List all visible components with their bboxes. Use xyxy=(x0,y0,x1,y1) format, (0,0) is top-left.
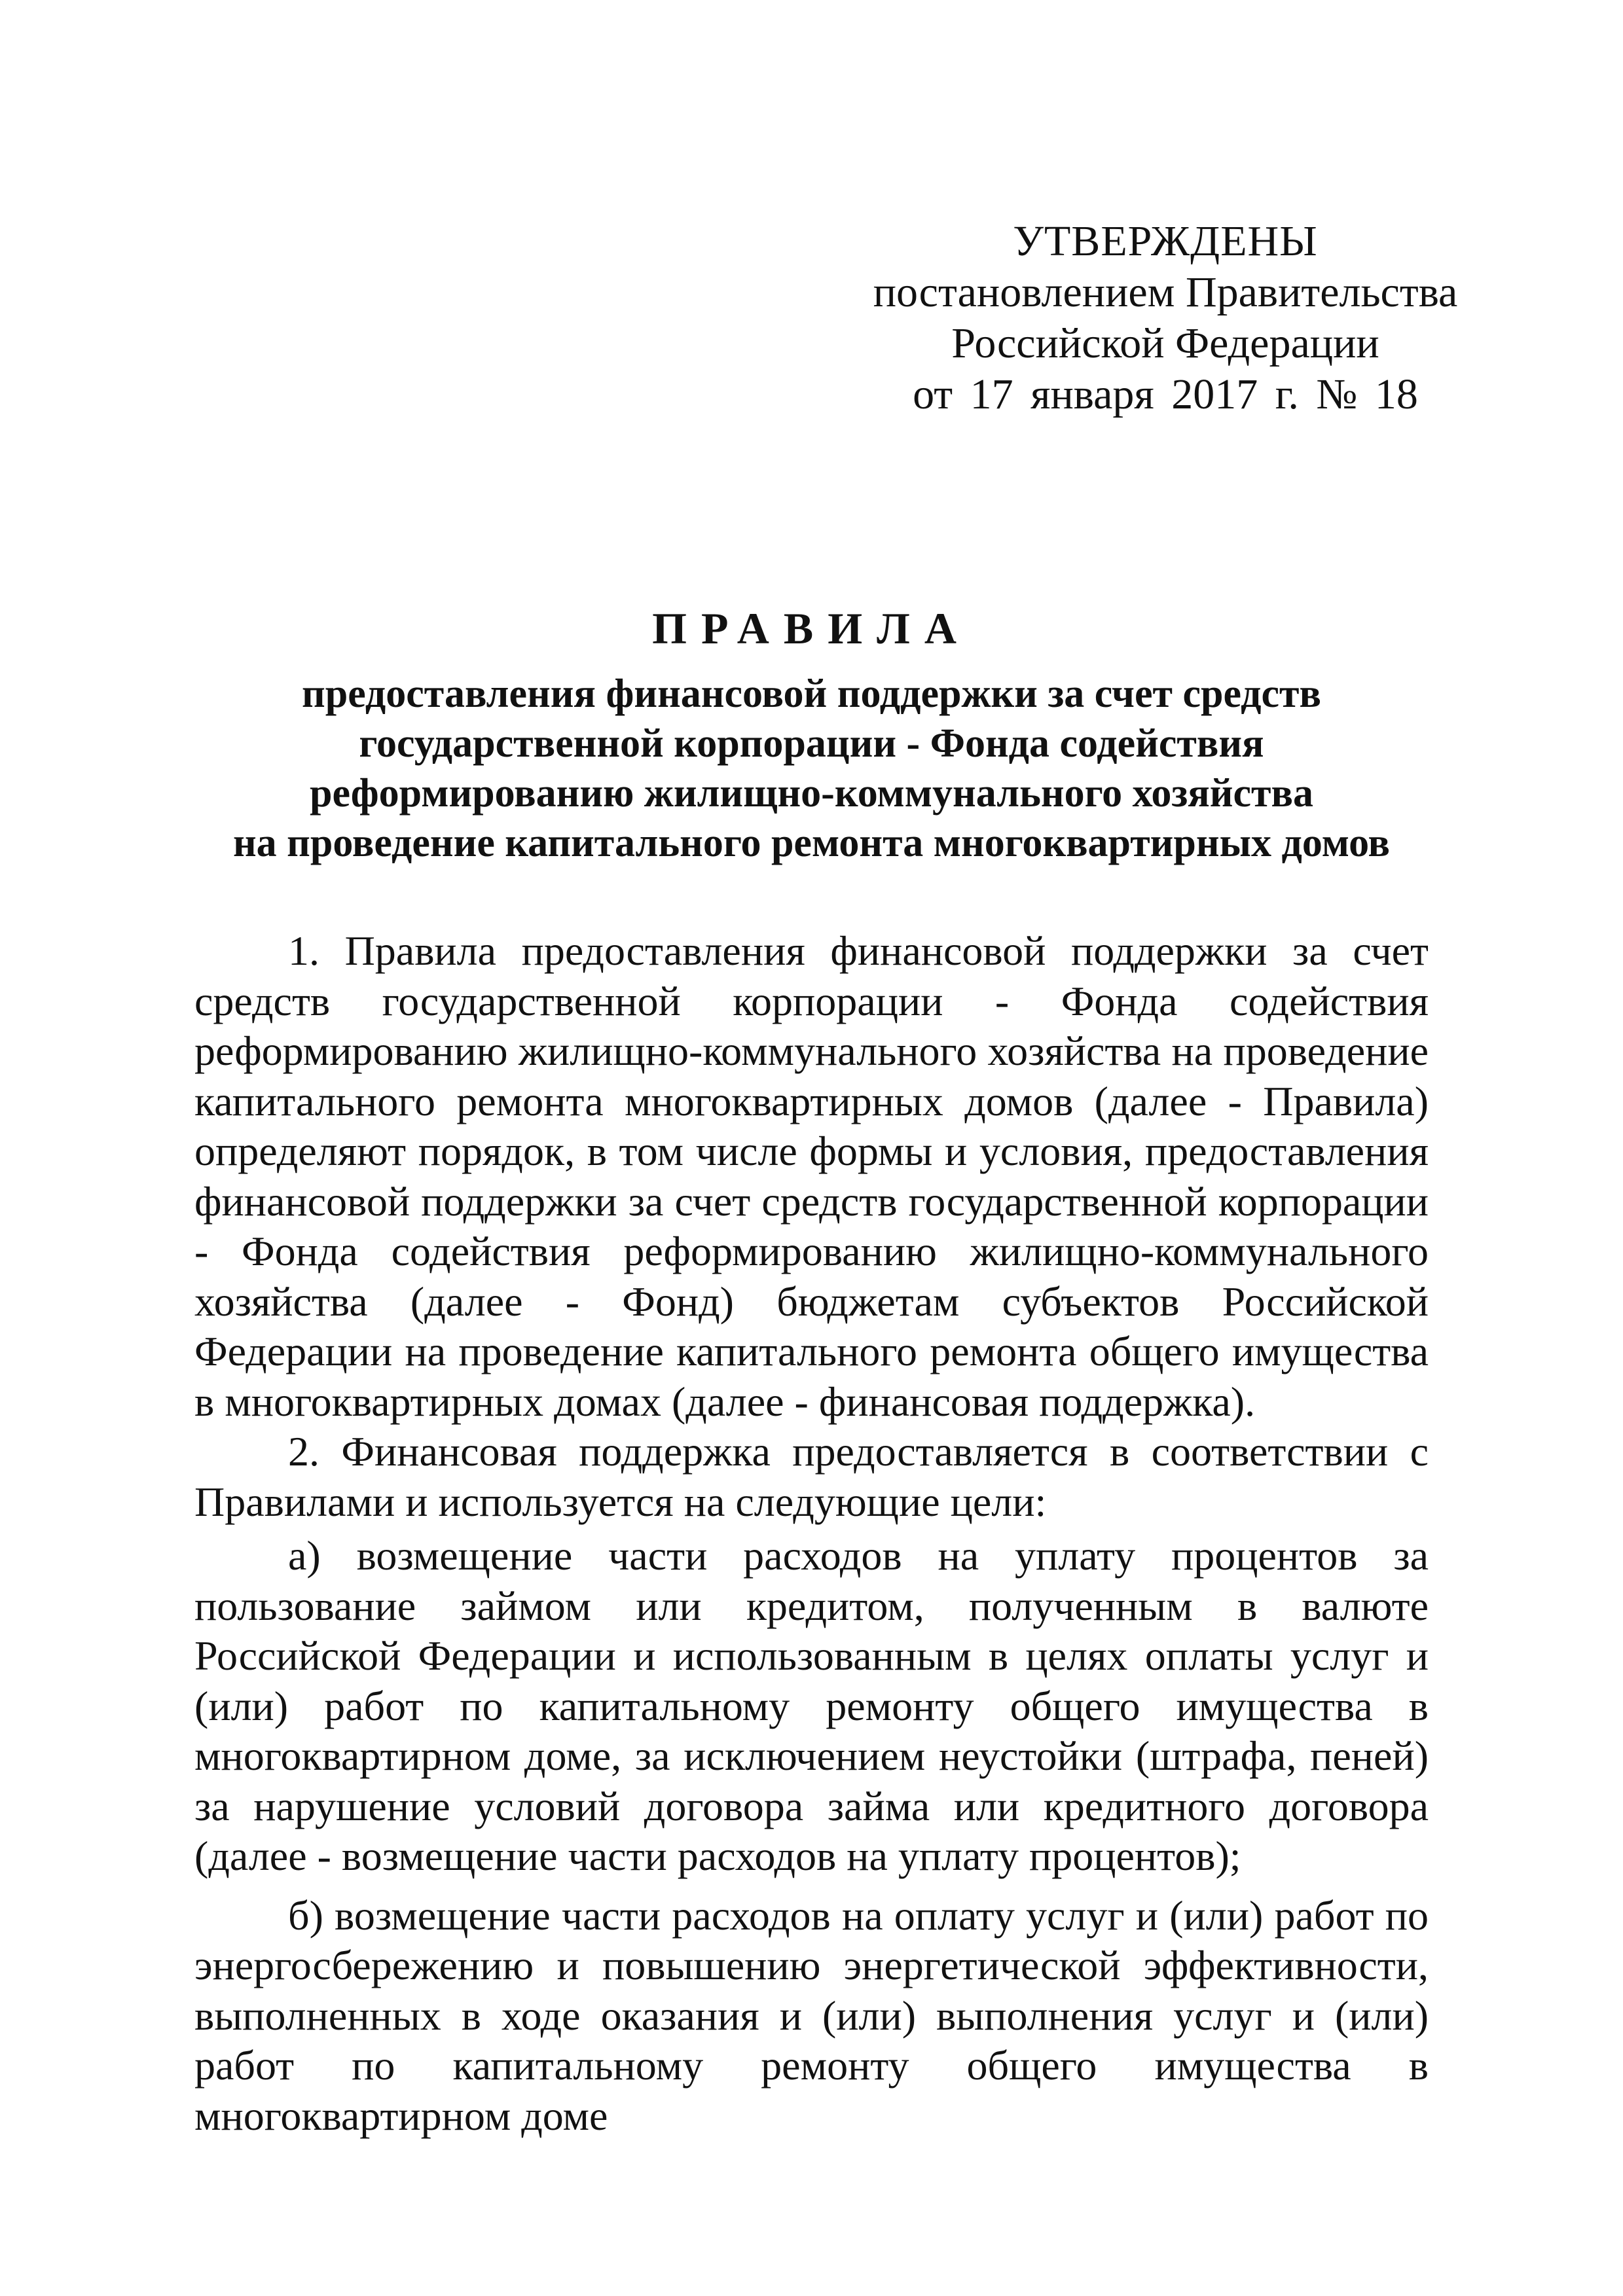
approval-resolution-line: постановлением Правительства xyxy=(873,268,1458,316)
approval-date-number: от 17 января 2017 г. № 18 xyxy=(913,370,1418,418)
document-heading: ПРАВИЛА xyxy=(652,603,971,653)
paragraph-1: 1. Правила предоставления финансовой поддержки за счет средств государственной корпорации - Фонда содействия реформированию жилищно-коммунального хозяйства на проведение капитального ремонта многоквартирных домов (далее - Правила) определяют порядок, в том числе формы и условия, предоставления финансовой поддержки за счет средств государственной корпорации - Фонда содействия реформированию жилищно-коммунального хозяйства (далее - Фонд) бюджетам субъектов Российской Федерации на проведение капитального ремонта общего имущества в многоквартирных домах (далее - финансовая поддержка). xyxy=(194,927,1429,1425)
document-subtitle xyxy=(194,669,1429,868)
paragraph-item-b: б) возмещение части расходов на оплату услуг и (или) работ по энергосбережению и повышению энергетической эффективности, выполненных в ходе оказания и (или) выполнения услуг и (или) работ по капитальному ремонту общего имущества в многоквартирном доме xyxy=(194,1892,1429,2139)
paragraph-2: 2. Финансовая поддержка предоставляется в соответствии с Правилами и используется на следующие цели: xyxy=(194,1428,1429,1525)
subtitle-line: на проведение капитального ремонта многоквартирных домов xyxy=(232,821,1391,865)
approved-heading: УТВЕРЖДЕНЫ xyxy=(1013,217,1318,265)
paragraph-item-a: а) возмещение части расходов на уплату процентов за пользование займом или кредитом, полученным в валюте Российской Федерации и использованным в целях оплаты услуг и (или) работ по капитальному ремонту общего имущества в многоквартирном доме, за исключением неустойки (штрафа, пеней) за нарушение условий договора займа или кредитного договора (далее - возмещение части расходов на уплату процентов); xyxy=(194,1532,1429,1879)
approval-stamp xyxy=(838,216,1493,420)
document-title-block xyxy=(194,596,1429,868)
subtitle-line: предоставления финансовой поддержки за счет средств xyxy=(302,672,1321,716)
subtitle-line: реформированию жилищно-коммунального хозяйства xyxy=(310,771,1313,816)
document-body xyxy=(194,926,1429,2141)
approval-government-line: Российской Федерации xyxy=(951,319,1379,367)
subtitle-line: государственной корпорации - Фонда содействия xyxy=(359,721,1264,766)
